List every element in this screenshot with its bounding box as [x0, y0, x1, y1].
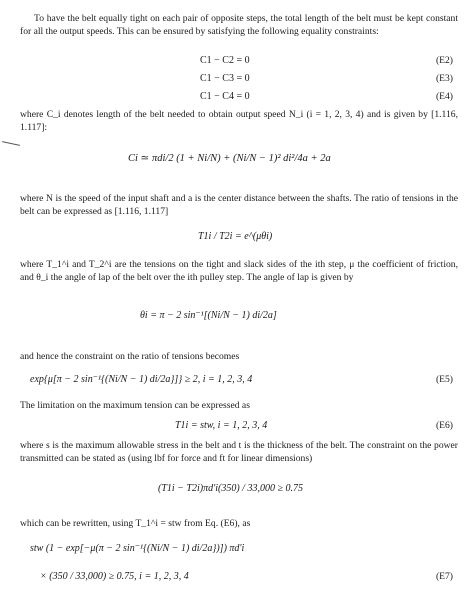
equation-e6: T1i = stw, i = 1, 2, 3, 4	[175, 420, 268, 431]
equation-e5: exp{μ[π − 2 sin⁻¹{(Ni/N − 1) di/2a}]} ≥ 2, i = 1, 2, 3, 4	[30, 374, 253, 385]
equation-e7-line1: stw (1 − exp[−μ(π − 2 sin⁻¹{(Ni/N − 1) di/2a})]) πd'i	[30, 543, 245, 554]
equation-tag-e4: (E4)	[435, 91, 453, 102]
paragraph-lap-angle: where T_1^i and T_2^i are the tensions on the tight and slack sides of the ith step, μ the coefficient of friction, and θ_i the angle of lap of the belt over the ith pulley step. The angle of lap is given by	[20, 259, 458, 283]
paragraph-tension-ratio: where N is the speed of the input shaft and a is the center distance between the shafts. The ratio of tensions in the belt can be expressed as [1.116, 1.117]	[20, 193, 458, 217]
paragraph-tension-constraint: and hence the constraint on the ratio of tensions becomes	[20, 351, 240, 362]
equation-power: (T1i − T2i)πd'i(350) / 33,000 ≥ 0.75	[158, 483, 303, 494]
equation-tag-e6: (E6)	[435, 420, 453, 431]
equation-tag-e3: (E3)	[435, 73, 453, 84]
equation-tag-e2: (E2)	[435, 55, 453, 66]
equation-e3: C1 − C3 = 0	[200, 73, 250, 84]
equation-tag-e5: (E5)	[435, 374, 453, 385]
paragraph-belt-constraints: To have the belt equally tight on each pair of opposite steps, the total length of the belt must be kept constant for all the output speeds. This can be ensured by satisfying the following equality constraints:	[20, 13, 458, 37]
pen-mark	[2, 141, 20, 146]
paragraph-belt-length: where C_i denotes length of the belt needed to obtain output speed N_i (i = 1, 2, 3, 4) and is given by [1.116, 1.117]:	[20, 109, 458, 133]
equation-tension-ratio: T1i / T2i = e^(μθi)	[198, 231, 273, 242]
paragraph-rewritten: which can be rewritten, using T_1^i = stw from Eq. (E6), as	[20, 518, 251, 529]
equation-e4: C1 − C4 = 0	[200, 91, 250, 102]
equation-e2: C1 − C2 = 0	[200, 55, 250, 66]
paragraph-power-constraint: where s is the maximum allowable stress in the belt and t is the thickness of the belt. The constraint on the power transmitted can be stated as (using lbf for force and ft for linear dimensions)	[20, 440, 458, 464]
equation-lap-angle: θi = π − 2 sin⁻¹[(Ni/N − 1) di/2a]	[140, 310, 277, 321]
equation-belt-length: Ci ≃ πdi/2 (1 + Ni/N) + (Ni/N − 1)² di²/4a + 2a	[128, 153, 331, 164]
paragraph-max-tension: The limitation on the maximum tension can be expressed as	[20, 400, 250, 411]
equation-e7-line2: × (350 / 33,000) ≥ 0.75, i = 1, 2, 3, 4	[40, 571, 189, 582]
equation-tag-e7: (E7)	[435, 571, 453, 582]
